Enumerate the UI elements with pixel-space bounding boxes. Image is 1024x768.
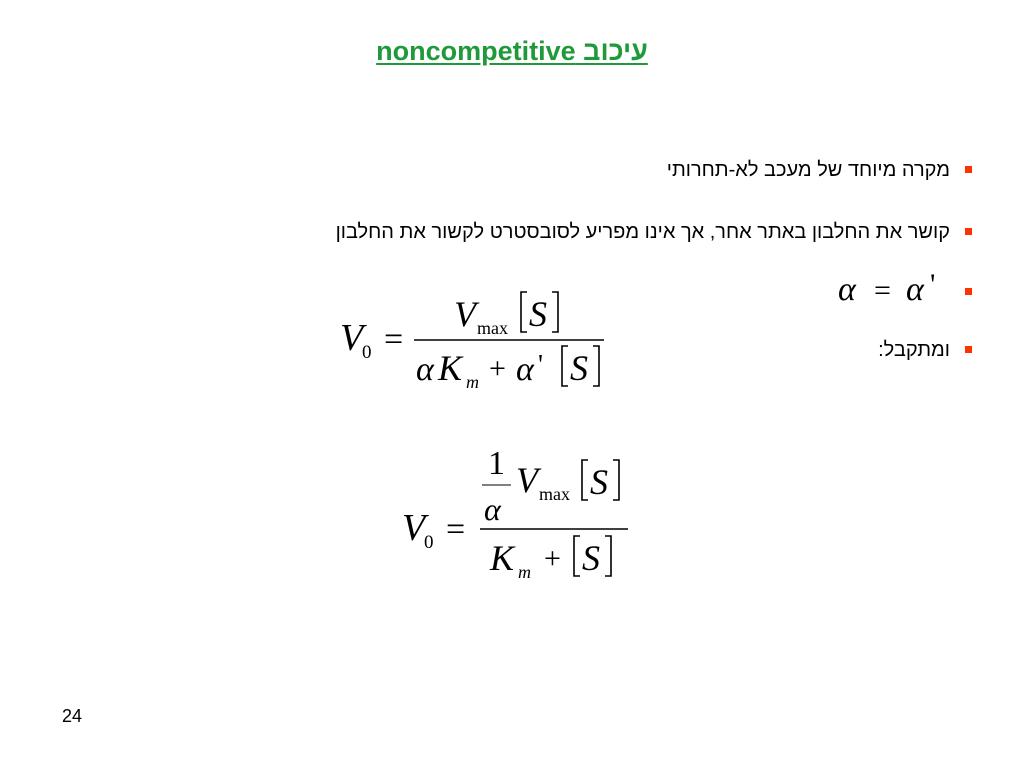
- page-number: 24: [62, 706, 83, 726]
- bullet-marker-icon: [965, 288, 972, 295]
- prime-mark: ': [930, 268, 936, 301]
- s-symbol: S: [590, 462, 608, 502]
- k-symbol: K: [438, 348, 463, 388]
- equals-sign: =: [446, 511, 466, 548]
- s-symbol: S: [582, 538, 600, 578]
- m-subscript: m: [518, 562, 531, 582]
- left-bracket: [582, 460, 588, 500]
- right-bracket: [552, 292, 558, 332]
- m-subscript: m: [466, 372, 479, 392]
- bullet-item: [336, 217, 972, 247]
- equals-sign: =: [384, 321, 404, 358]
- alpha-symbol: α: [838, 271, 856, 308]
- alpha-symbol: α: [906, 271, 924, 308]
- bullet-item: [667, 155, 972, 185]
- s-symbol: S: [529, 294, 547, 334]
- plus-sign: +: [544, 542, 561, 575]
- alpha-symbol: α: [516, 351, 534, 388]
- right-bracket: [605, 536, 611, 576]
- one-digit: 1: [488, 445, 505, 482]
- v0-reduced-equation: [398, 440, 638, 586]
- v-symbol: V: [402, 507, 426, 549]
- slide-title: עיכוב noncompetitive: [376, 36, 648, 66]
- left-bracket: [574, 536, 580, 576]
- bullet-item: [878, 335, 972, 365]
- v-max-symbol: V: [454, 294, 476, 334]
- equals-sign: =: [874, 274, 891, 307]
- v-subscript: 0: [424, 532, 434, 553]
- v-subscript: 0: [362, 342, 372, 363]
- max-subscript: max: [477, 318, 508, 338]
- v-max-symbol: V: [516, 460, 538, 500]
- bullet-text: קושר את החלבון באתר אחר, אך אינו מפריע לסובסטרט לקשור את החלבון: [335, 221, 950, 243]
- bullet-marker-icon: [965, 346, 972, 353]
- bullet-marker-icon: [965, 228, 972, 235]
- alpha-symbol: α: [484, 491, 501, 527]
- prime-mark: ': [538, 350, 544, 381]
- alpha-symbol: α: [416, 351, 434, 388]
- k-symbol: K: [490, 538, 515, 578]
- bullet-text: ומתקבל:: [878, 339, 950, 361]
- bullet-text: מקרה מיוחד של מעכב לא-תחרותי: [666, 159, 950, 181]
- max-subscript: max: [539, 484, 570, 504]
- bullet-marker-icon: [965, 166, 972, 173]
- s-symbol: S: [570, 348, 588, 388]
- right-bracket: [593, 346, 599, 386]
- left-bracket: [562, 346, 568, 386]
- left-bracket: [521, 292, 527, 332]
- alpha-equals-alpha-prime-equation: [832, 268, 952, 312]
- right-bracket: [613, 460, 619, 500]
- v-symbol: V: [340, 317, 364, 359]
- v0-general-equation: [336, 286, 616, 396]
- plus-sign: +: [489, 352, 506, 385]
